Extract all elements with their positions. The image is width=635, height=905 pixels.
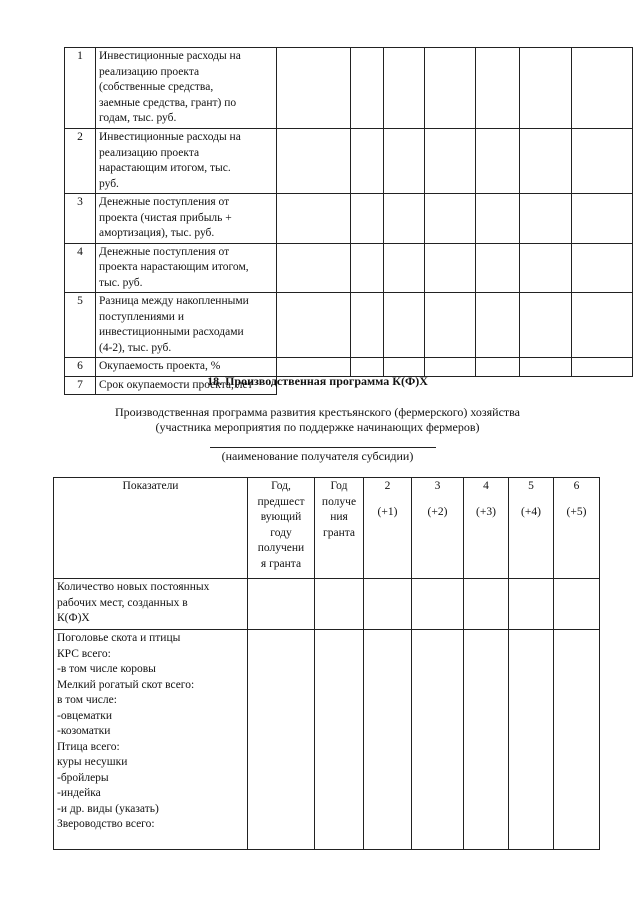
- header-grant-year: Год получе ния гранта: [315, 478, 364, 579]
- cell: [277, 194, 351, 244]
- cell: [364, 579, 412, 630]
- cell: [425, 243, 476, 293]
- header-indicators: Показатели: [54, 478, 248, 579]
- cell: [464, 630, 509, 850]
- cell: [509, 579, 554, 630]
- row-label: Инвестиционные расходы на реализацию проекта нарастающим итогом, тыс. руб.: [96, 129, 277, 194]
- row-number: 7: [65, 376, 96, 395]
- row-label: Денежные поступления от проекта (чистая прибыль + амортизация), тыс. руб.: [96, 194, 277, 244]
- header-year: 2 (+1): [364, 478, 412, 579]
- header-year: 5 (+4): [509, 478, 554, 579]
- row-label: Поголовье скота и птицы КРС всего: -в том числе коровы Мелкий рогатый скот всего: в том числе: -овцематки -козоматки Птица всего: куры несушки -бройлеры -индейка -и др. виды (указать) Звероводство всего:: [54, 630, 248, 850]
- cell: [520, 129, 572, 194]
- row-number: 5: [65, 293, 96, 358]
- production-program-table: [53, 477, 600, 850]
- cell: [476, 48, 520, 129]
- section-title: 18. Производственная программа К(Ф)Х: [207, 374, 428, 388]
- cell: [384, 194, 425, 244]
- table-row: [65, 243, 633, 293]
- cell: [315, 630, 364, 850]
- cell: [572, 129, 633, 194]
- section-subtitle: Производственная программа развития крестьянского (фермерского) хозяйства (участника мероприятия по поддержке начинающих фермеров): [114, 405, 521, 434]
- cell: [476, 194, 520, 244]
- cell: [425, 48, 476, 129]
- row-label: Количество новых постоянных рабочих мест, созданных в К(Ф)Х: [54, 579, 248, 630]
- cell: [277, 293, 351, 358]
- cell: [384, 243, 425, 293]
- header-year: 3 (+2): [412, 478, 464, 579]
- recipient-name-line: [210, 447, 436, 448]
- row-number: 4: [65, 243, 96, 293]
- cell: [248, 630, 315, 850]
- cell: [277, 243, 351, 293]
- cell: [554, 579, 600, 630]
- cell: [520, 48, 572, 129]
- row-label: Срок окупаемости проекта, лет: [96, 376, 277, 395]
- table-header-row: [54, 478, 600, 579]
- table-row: [54, 579, 600, 630]
- cell: [572, 243, 633, 293]
- cell: [464, 579, 509, 630]
- cell: [554, 630, 600, 850]
- cell: [315, 579, 364, 630]
- cell: [520, 293, 572, 358]
- cell: [277, 129, 351, 194]
- header-year: 6 (+5): [554, 478, 600, 579]
- table-row: [65, 48, 633, 129]
- cell: [425, 129, 476, 194]
- row-number: 6: [65, 358, 96, 377]
- header-prev-year: Год, предшест вующий году получени я гранта: [248, 478, 315, 579]
- cell: [248, 579, 315, 630]
- cell: [476, 293, 520, 358]
- cell: [476, 129, 520, 194]
- cell: [425, 293, 476, 358]
- cell: [384, 48, 425, 129]
- cell: [277, 48, 351, 129]
- table-row: [65, 293, 633, 358]
- cell: [384, 129, 425, 194]
- cell: [351, 48, 384, 129]
- table-row: [65, 129, 633, 194]
- row-label: Окупаемость проекта, %: [96, 358, 277, 377]
- cell: [572, 194, 633, 244]
- cell: [351, 243, 384, 293]
- cell: [476, 243, 520, 293]
- row-label: Разница между накопленными поступлениями и инвестиционными расходами (4-2), тыс. руб.: [96, 293, 277, 358]
- table-row: [54, 630, 600, 850]
- header-year: 4 (+3): [464, 478, 509, 579]
- cell: [351, 194, 384, 244]
- cell: [351, 293, 384, 358]
- cell: [509, 630, 554, 850]
- cell: [412, 579, 464, 630]
- cell: [520, 194, 572, 244]
- cell: [364, 630, 412, 850]
- cell: [384, 293, 425, 358]
- investment-table: [64, 47, 633, 395]
- cell: [425, 194, 476, 244]
- row-label: Денежные поступления от проекта нарастающим итогом, тыс. руб.: [96, 243, 277, 293]
- cell: [520, 243, 572, 293]
- cell: [572, 48, 633, 129]
- recipient-name-caption: (наименование получателя субсидии): [221, 449, 414, 463]
- row-label: Инвестиционные расходы на реализацию проекта (собственные средства, заемные средства, грант) по годам, тыс. руб.: [96, 48, 277, 129]
- cell: [572, 293, 633, 358]
- cell: [412, 630, 464, 850]
- cell: [351, 129, 384, 194]
- row-number: 2: [65, 129, 96, 194]
- row-number: 1: [65, 48, 96, 129]
- table-row: [65, 194, 633, 244]
- row-number: 3: [65, 194, 96, 244]
